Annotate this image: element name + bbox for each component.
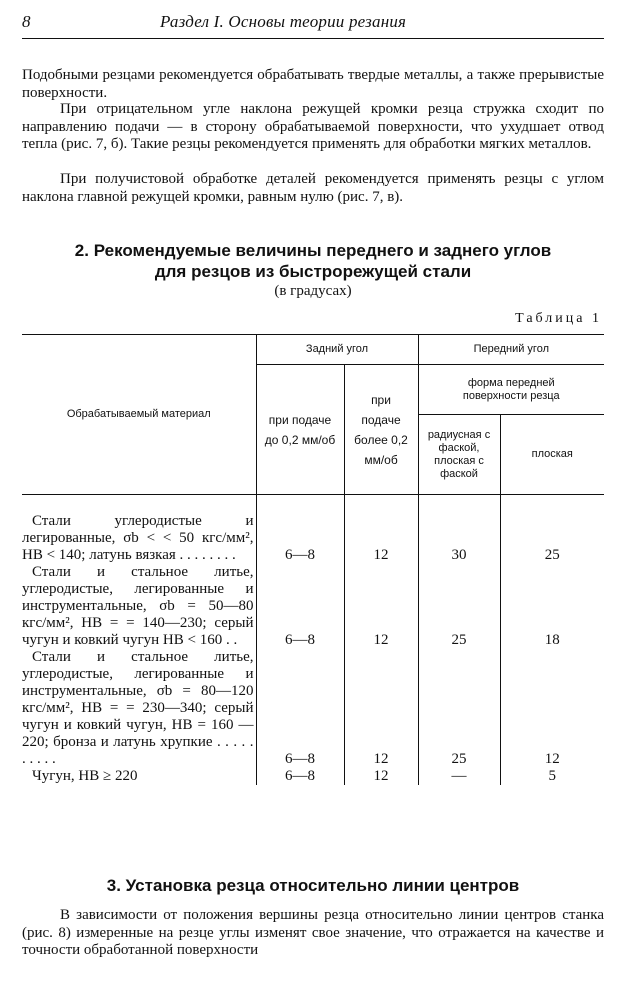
header-front-angle: Передний угол bbox=[418, 335, 604, 365]
front-flat-cell: 18 bbox=[500, 564, 604, 649]
front-flat-cell: 12 bbox=[500, 649, 604, 768]
material-text: Стали и стальное литье, углеродистые, легированные и инструментальные, σb = 50—80 кгс/мм², НВ = = 140—230; серый чугун и ковкий чугун НВ < 160 . . bbox=[22, 564, 254, 648]
section-2-heading-line2: для резцов из быстрорежущей стали bbox=[154, 262, 472, 281]
material-cell bbox=[22, 768, 256, 785]
rear-high-cell: 12 bbox=[344, 768, 418, 785]
paragraph-1: Подобными резцами рекомендуется обрабатывать твердые металлы, а также прерывистые поверхности. bbox=[22, 67, 604, 101]
front-radius-cell: 25 bbox=[418, 564, 500, 649]
rear-low-cell: 6—8 bbox=[256, 495, 344, 565]
front-flat-cell: 5 bbox=[500, 768, 604, 785]
material-text: Стали и стальное литье, углеродистые, легированные и инструментальные, σb = 80—120 кгс/мм², НВ = = 230—340; серый чугун и ковкий чугун, НВ = 160 — 220; бронза и латунь хрупкие . . . . . . . . . . bbox=[22, 649, 254, 767]
material-text: Чугун, НВ ≥ 220 bbox=[32, 768, 138, 784]
header-material: Обрабатываемый материал bbox=[22, 335, 256, 495]
header-front-flat: плоская bbox=[500, 415, 604, 495]
front-radius-cell: 25 bbox=[418, 649, 500, 768]
front-radius-cell: 30 bbox=[418, 495, 500, 565]
header-front-radius: радиусная с фаской, плоская с фаской bbox=[418, 415, 500, 495]
rear-high-cell: 12 bbox=[344, 649, 418, 768]
material-cell bbox=[22, 649, 256, 768]
header-rear-high: при подаче более 0,2 мм/об bbox=[344, 365, 418, 495]
table-row bbox=[22, 768, 604, 785]
paragraph-2: При отрицательном угле наклона режущей кромки резца стружка сходит по направлению подачи — в сторону обрабатываемой поверхности, что ухудшает отвод тепла (рис. 7, б). Такие резцы рекомендуется применять для обработки мягких металлов. bbox=[22, 101, 604, 152]
material-cell bbox=[22, 564, 256, 649]
material-text: Стали углеродистые и легированные, σb < < 50 кгс/мм², НВ < 140; латунь вязкая . . . . . . . . bbox=[22, 513, 254, 563]
rear-high-cell: 12 bbox=[344, 564, 418, 649]
page-number: 8 bbox=[22, 12, 31, 31]
paragraph-4: В зависимости от положения вершины резца относительно линии центров станка (рис. 8) измеренные на резце углы изменят свое значение, что отражается на качестве и точности обработанной поверхности bbox=[22, 907, 604, 958]
table-row bbox=[22, 564, 604, 649]
header-rule bbox=[22, 38, 604, 39]
angles-table bbox=[22, 334, 604, 785]
section-2-subheading: (в градусах) bbox=[274, 283, 352, 299]
table-label: Таблица 1 bbox=[515, 311, 602, 326]
rear-low-cell: 6—8 bbox=[256, 649, 344, 768]
running-title: Раздел I. Основы теории резания bbox=[160, 12, 407, 31]
section-3-heading: 3. Установка резца относительно линии центров bbox=[106, 876, 520, 895]
section-2-heading bbox=[22, 240, 604, 282]
table-row bbox=[22, 495, 604, 565]
table-row bbox=[22, 649, 604, 768]
rear-low-cell: 6—8 bbox=[256, 564, 344, 649]
header-rear-low: при подаче до 0,2 мм/об bbox=[256, 365, 344, 495]
paragraph-3: При получистовой обработке деталей рекомендуется применять резцы с углом наклона главной режущей кромки, равным нулю (рис. 7, в). bbox=[22, 171, 604, 205]
material-cell bbox=[22, 495, 256, 565]
front-radius-cell: — bbox=[418, 768, 500, 785]
header-rear-angle: Задний угол bbox=[256, 335, 418, 365]
front-flat-cell: 25 bbox=[500, 495, 604, 565]
section-2-heading-line1: 2. Рекомендуемые величины переднего и заднего углов bbox=[74, 241, 552, 260]
rear-high-cell: 12 bbox=[344, 495, 418, 565]
header-front-shape: форма передней поверхности резца bbox=[418, 365, 604, 415]
rear-low-cell: 6—8 bbox=[256, 768, 344, 785]
